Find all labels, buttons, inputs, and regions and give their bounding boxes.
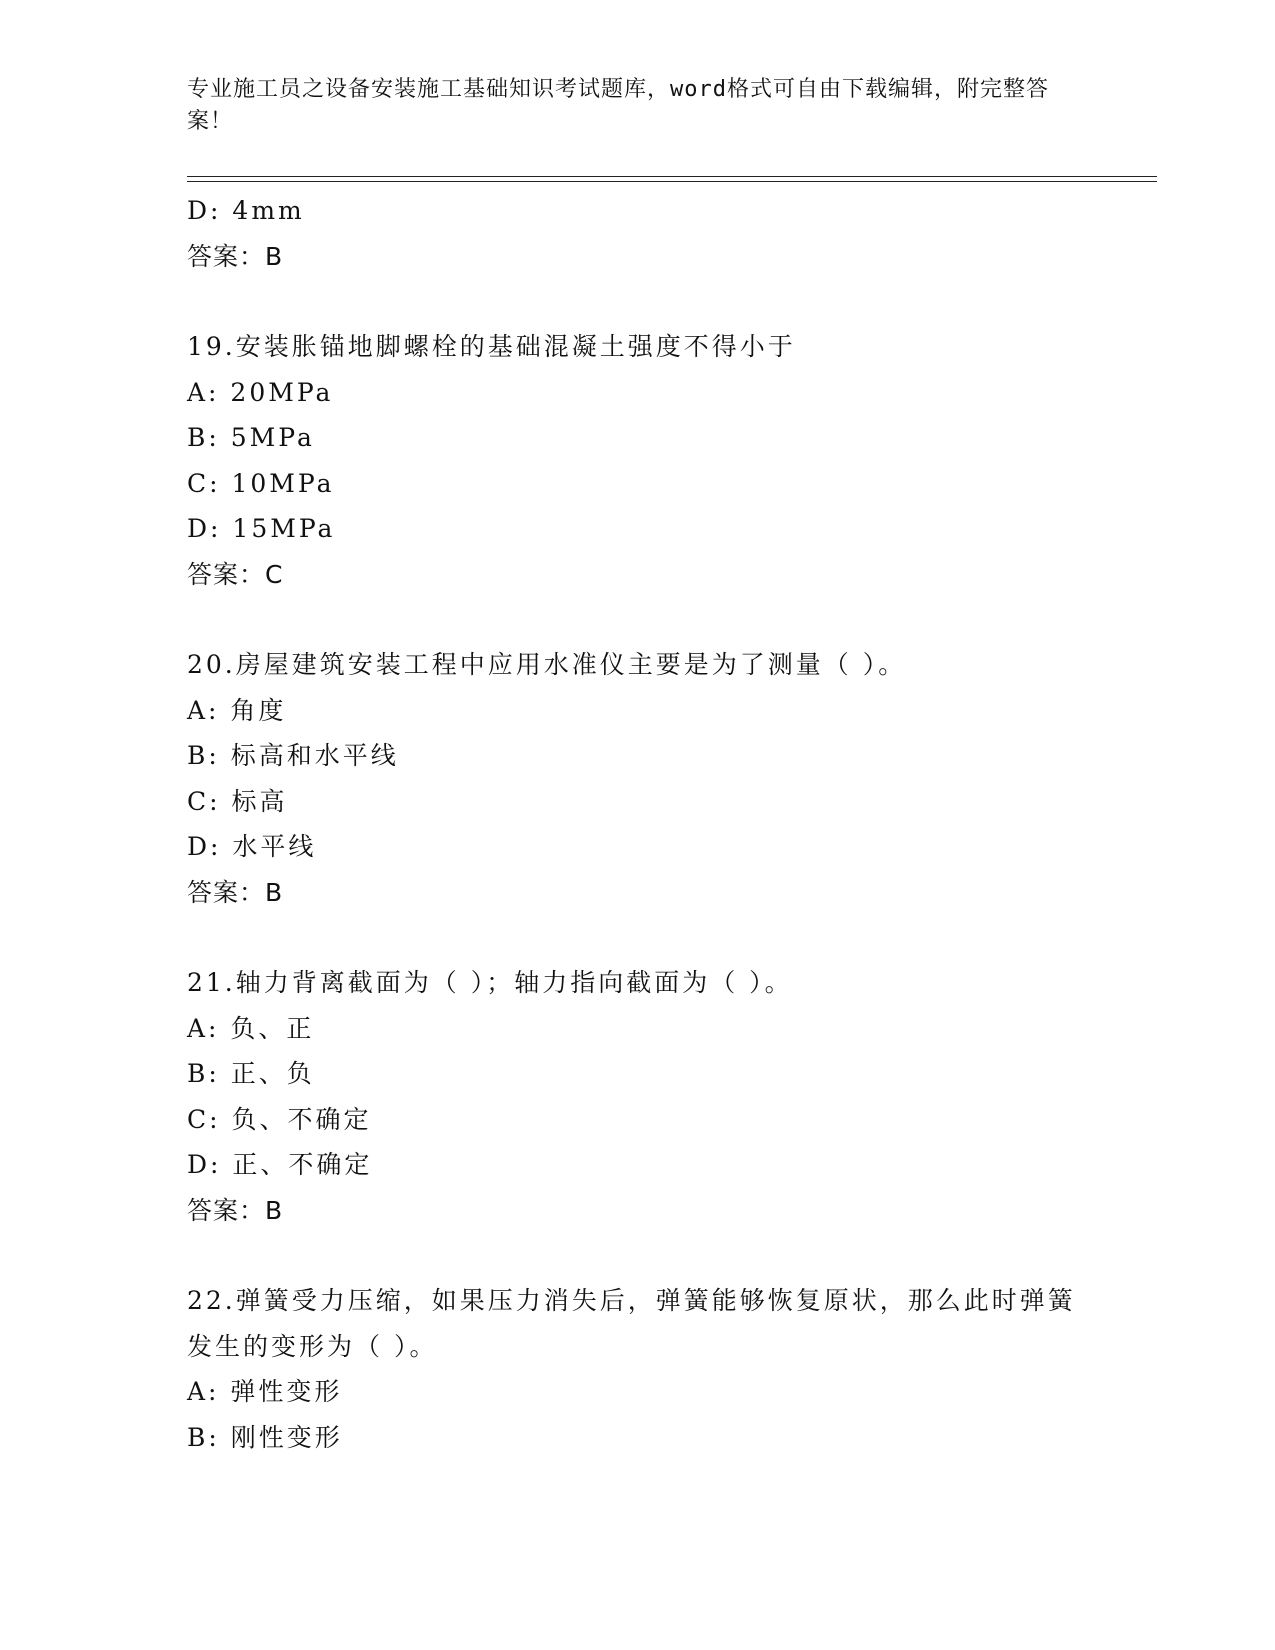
document-header: 专业施工员之设备安装施工基础知识考试题库，word格式可自由下载编辑，附完整答案！ (187, 77, 1049, 134)
answer-line: 答案：B (187, 1195, 284, 1225)
spacer (187, 279, 1147, 324)
option-d: D: 正、不确定 (187, 1150, 373, 1179)
option-c: C: 负、不确定 (187, 1104, 372, 1134)
option-a: A: 弹性变形 (187, 1377, 343, 1406)
spacer (187, 1233, 1147, 1278)
option-b: B: 标高和水平线 (187, 741, 399, 770)
header-rule-bottom (187, 181, 1157, 182)
answer-line: 答案：B (187, 877, 284, 907)
question-text: 19.安装胀锚地脚螺栓的基础混凝土强度不得小于 (187, 332, 796, 361)
option-c: C: 标高 (187, 786, 288, 816)
option-c: C: 10MPa (187, 468, 335, 498)
option-d: D: 15MPa (187, 514, 336, 543)
question-text: 22.弹簧受力压缩，如果压力消失后，弹簧能够恢复原状，那么此时弹簧发生的变形为（ ）。 (187, 1286, 1076, 1361)
question-19 (187, 324, 1147, 597)
header-rule-top (187, 176, 1157, 177)
question-20 (187, 642, 1147, 915)
question-text: 20.房屋建筑安装工程中应用水准仪主要是为了测量（ ）。 (187, 650, 907, 679)
option-b: B: 刚性变形 (187, 1422, 343, 1452)
question-21 (187, 960, 1147, 1233)
option-a: A: 负、正 (187, 1013, 315, 1043)
question-text: 21.轴力背离截面为（ ）；轴力指向截面为（ ）。 (187, 968, 793, 997)
question-22 (187, 1278, 1147, 1460)
spacer (187, 915, 1147, 960)
option-b: B: 5MPa (187, 423, 315, 452)
spacer (187, 597, 1147, 642)
answer-line: 答案：C (187, 559, 284, 589)
option-d: D: 4mm (187, 196, 305, 225)
option-a: A: 角度 (187, 695, 287, 725)
option-b: B: 正、负 (187, 1059, 315, 1088)
option-d: D: 水平线 (187, 832, 317, 861)
document-body (187, 188, 1147, 1460)
answer-line: 答案：B (187, 241, 284, 271)
option-a: A: 20MPa (187, 377, 334, 407)
